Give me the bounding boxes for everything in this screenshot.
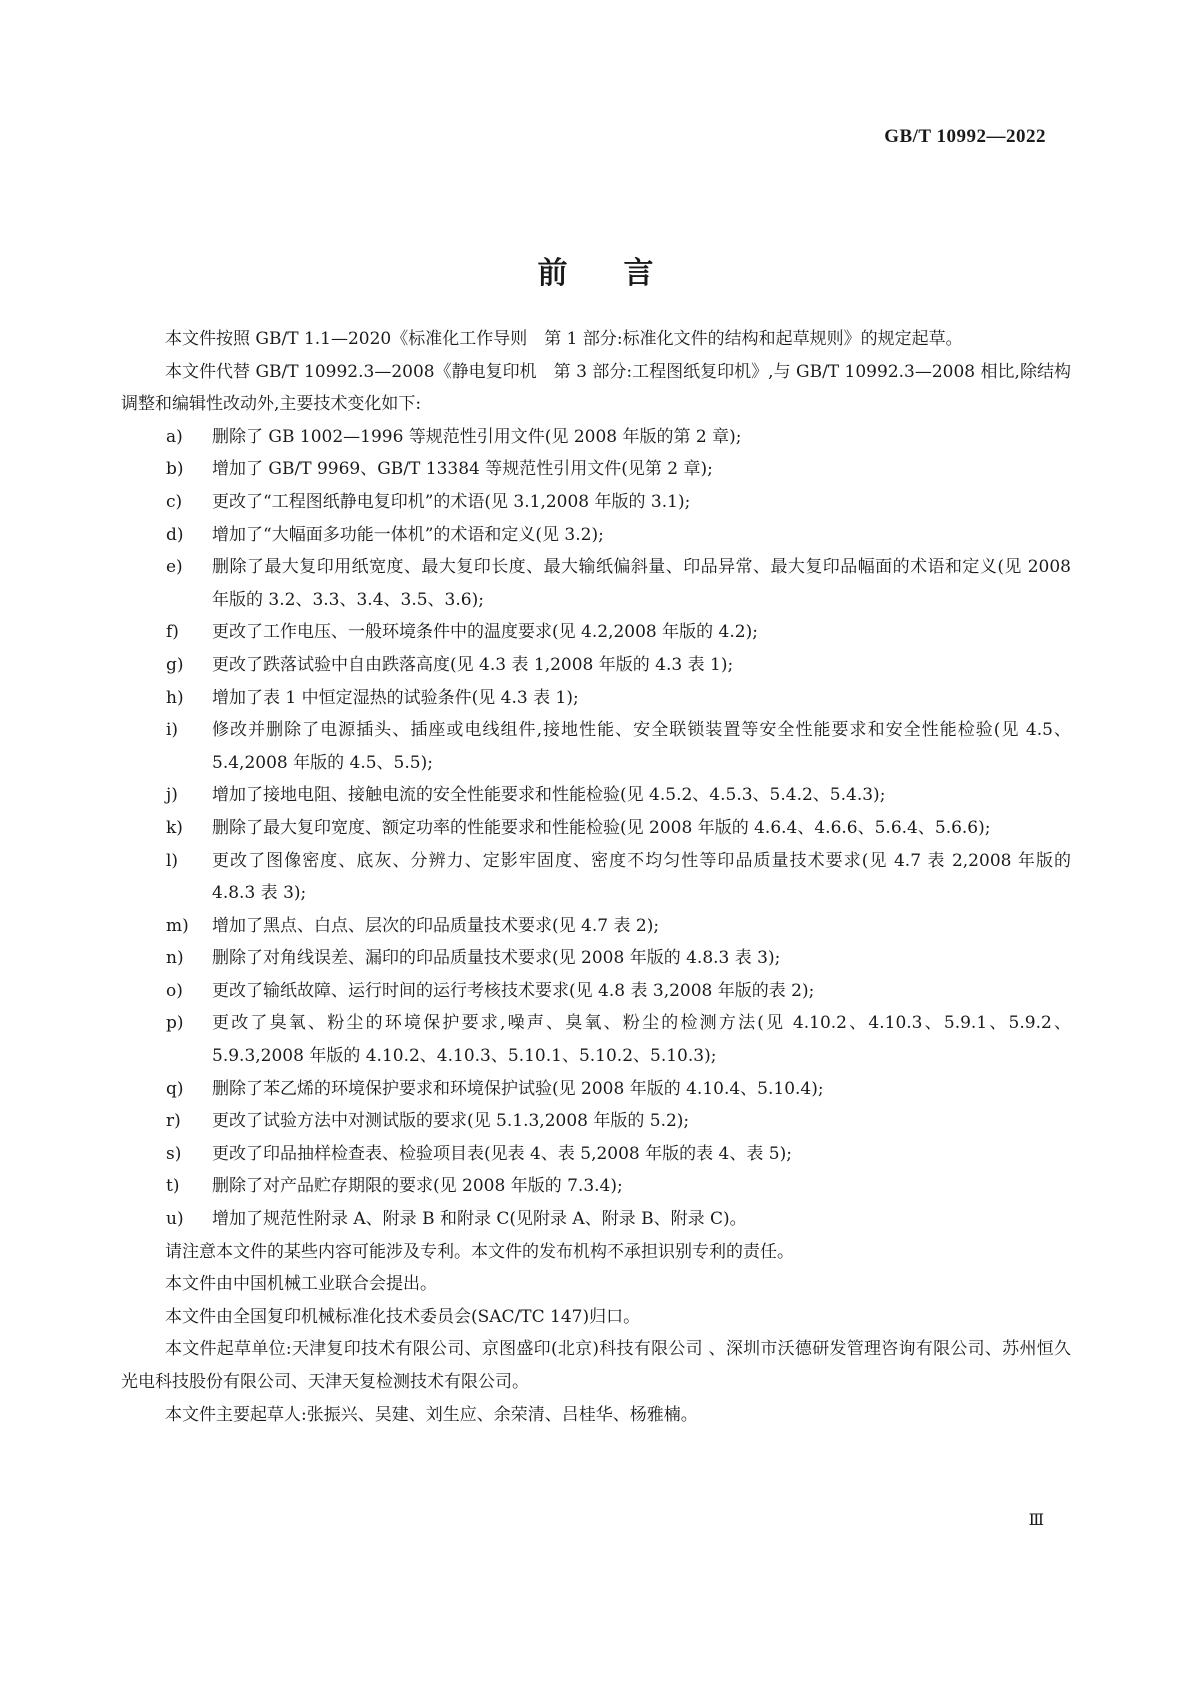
change-marker: s) xyxy=(166,1143,182,1164)
change-marker: d) xyxy=(166,524,184,545)
change-item xyxy=(121,845,1071,910)
change-item xyxy=(121,1007,1071,1072)
page-number: Ⅲ xyxy=(1028,1512,1044,1529)
change-text: 删除了对产品贮存期限的要求(见 2008 年版的 7.3.4); xyxy=(212,1176,623,1197)
change-item xyxy=(121,649,1071,682)
intro-paragraph: 本文件按照 GB/T 1.1—2020《标准化工作导则 第 1 部分:标准化文件的结构和起草规则》的规定起草。 xyxy=(165,329,963,349)
page-title: 前言 xyxy=(537,256,710,292)
change-text: 更改了试验方法中对测试版的要求(见 5.1.3,2008 年版的 5.2); xyxy=(212,1111,690,1132)
change-marker: a) xyxy=(166,426,183,447)
change-item xyxy=(121,779,1071,812)
change-item xyxy=(121,519,1071,552)
change-item xyxy=(121,812,1071,845)
change-text: 删除了对角线误差、漏印的印品质量技术要求(见 2008 年版的 4.8.3 表 3); xyxy=(212,948,781,969)
change-item xyxy=(121,551,1071,616)
change-text: 删除了 GB 1002—1996 等规范性引用文件(见 2008 年版的第 2 章); xyxy=(212,426,742,447)
change-text: 更改了输纸故障、运行时间的运行考核技术要求(见 4.8 表 3,2008 年版的表 2); xyxy=(212,980,815,1001)
change-item xyxy=(121,714,1071,779)
change-item xyxy=(121,942,1071,975)
change-text: 更改了工作电压、一般环境条件中的温度要求(见 4.2,2008 年版的 4.2); xyxy=(212,622,758,643)
change-marker: g) xyxy=(166,654,184,675)
change-item xyxy=(121,1073,1071,1106)
committee-statement: 本文件由全国复印机械标准化技术委员会(SAC/TC 147)归口。 xyxy=(165,1306,641,1327)
change-item xyxy=(121,682,1071,715)
change-marker: h) xyxy=(166,687,184,708)
change-marker: k) xyxy=(166,817,183,838)
change-text: 增加了规范性附录 A、附录 B 和附录 C(见附录 A、附录 B、附录 C)。 xyxy=(212,1209,747,1230)
change-item xyxy=(121,421,1071,454)
change-marker: f) xyxy=(166,622,179,643)
change-item xyxy=(121,975,1071,1008)
change-item xyxy=(121,1203,1071,1236)
change-item xyxy=(121,453,1071,486)
patent-notice: 请注意本文件的某些内容可能涉及专利。本文件的发布机构不承担识别专利的责任。 xyxy=(165,1241,794,1262)
change-item xyxy=(121,486,1071,519)
change-item xyxy=(121,616,1071,649)
change-marker: n) xyxy=(166,948,184,969)
standard-code: GB/T 10992—2022 xyxy=(884,126,1046,147)
change-marker: t) xyxy=(166,1176,180,1197)
change-text: 删除了最大复印宽度、额定功率的性能要求和性能检验(见 2008 年版的 4.6.4、4.6.6、5.6.4、5.6.6); xyxy=(212,817,991,838)
change-marker: c) xyxy=(166,491,183,512)
change-text: 增加了接地电阻、接触电流的安全性能要求和性能检验(见 4.5.2、4.5.3、5.4.2、5.4.3); xyxy=(212,785,886,806)
change-item xyxy=(121,1105,1071,1138)
change-text: 增加了“大幅面多功能一体机”的术语和定义(见 3.2); xyxy=(212,524,604,545)
change-text: 更改了印品抽样检查表、检验项目表(见表 4、表 5,2008 年版的表 4、表 5); xyxy=(212,1143,792,1164)
change-list xyxy=(121,421,1071,1236)
change-text: 增加了表 1 中恒定湿热的试验条件(见 4.3 表 1); xyxy=(212,687,579,708)
change-marker: l) xyxy=(166,850,179,871)
change-marker: j) xyxy=(166,785,178,806)
change-marker: p) xyxy=(166,1013,184,1034)
change-text: 更改了图像密度、底灰、分辨力、定影牢固度、密度不均匀性等印品质量技术要求(见 4.7 表 2,2008 年版的 4.8.3 表 3); xyxy=(212,850,1071,904)
change-marker: q) xyxy=(166,1078,184,1099)
change-item xyxy=(121,910,1071,943)
change-marker: o) xyxy=(166,980,183,1001)
change-marker: u) xyxy=(166,1209,184,1230)
change-marker: e) xyxy=(166,557,183,578)
change-marker: i) xyxy=(166,720,179,741)
change-marker: m) xyxy=(166,915,189,936)
change-text: 更改了跌落试验中自由跌落高度(见 4.3 表 1,2008 年版的 4.3 表 1); xyxy=(212,654,734,675)
change-text: 增加了 GB/T 9969、GB/T 13384 等规范性引用文件(见第 2 章); xyxy=(212,459,713,480)
document-body xyxy=(121,323,1071,1431)
change-text: 增加了黑点、白点、层次的印品质量技术要求(见 4.7 表 2); xyxy=(212,915,660,936)
change-marker: r) xyxy=(166,1111,181,1132)
change-marker: b) xyxy=(166,459,184,480)
intro-paragraph: 本文件代替 GB/T 10992.3—2008《静电复印机 第 3 部分:工程图纸复印机》,与 GB/T 10992.3—2008 相比,除结构调整和编辑性改动外,主要技术变化如下: xyxy=(121,361,1071,415)
change-text: 修改并删除了电源插头、插座或电线组件,接地性能、安全联锁装置等安全性能要求和安全性能检验(见 4.5、5.4,2008 年版的 4.5、5.5); xyxy=(212,720,1071,773)
change-text: 更改了臭氧、粉尘的环境保护要求,噪声、臭氧、粉尘的检测方法(见 4.10.2、4.10.3、5.9.1、5.9.2、5.9.3,2008 年版的 4.10.2、4.10.3、5.10.1、5.10.2、5.10.3); xyxy=(212,1013,1071,1067)
drafters: 本文件主要起草人:张振兴、吴建、刘生应、余荣清、吕桂华、杨雅楠。 xyxy=(165,1404,698,1425)
change-text: 删除了最大复印用纸宽度、最大复印长度、最大输纸偏斜量、印品异常、最大复印品幅面的术语和定义(见 2008 年版的 3.2、3.3、3.4、3.5、3.6); xyxy=(212,557,1071,610)
proposer-statement: 本文件由中国机械工业联合会提出。 xyxy=(165,1274,437,1295)
change-item xyxy=(121,1138,1071,1171)
change-item xyxy=(121,1170,1071,1203)
change-text: 删除了苯乙烯的环境保护要求和环境保护试验(见 2008 年版的 4.10.4、5.10.4); xyxy=(212,1078,824,1099)
change-text: 更改了“工程图纸静电复印机”的术语(见 3.1,2008 年版的 3.1); xyxy=(212,491,691,512)
drafting-units: 本文件起草单位:天津复印技术有限公司、京图盛印(北京)科技有限公司 、深圳市沃德研发管理咨询有限公司、苏州恒久光电科技股份有限公司、天津天复检测技术有限公司。 xyxy=(121,1339,1071,1392)
